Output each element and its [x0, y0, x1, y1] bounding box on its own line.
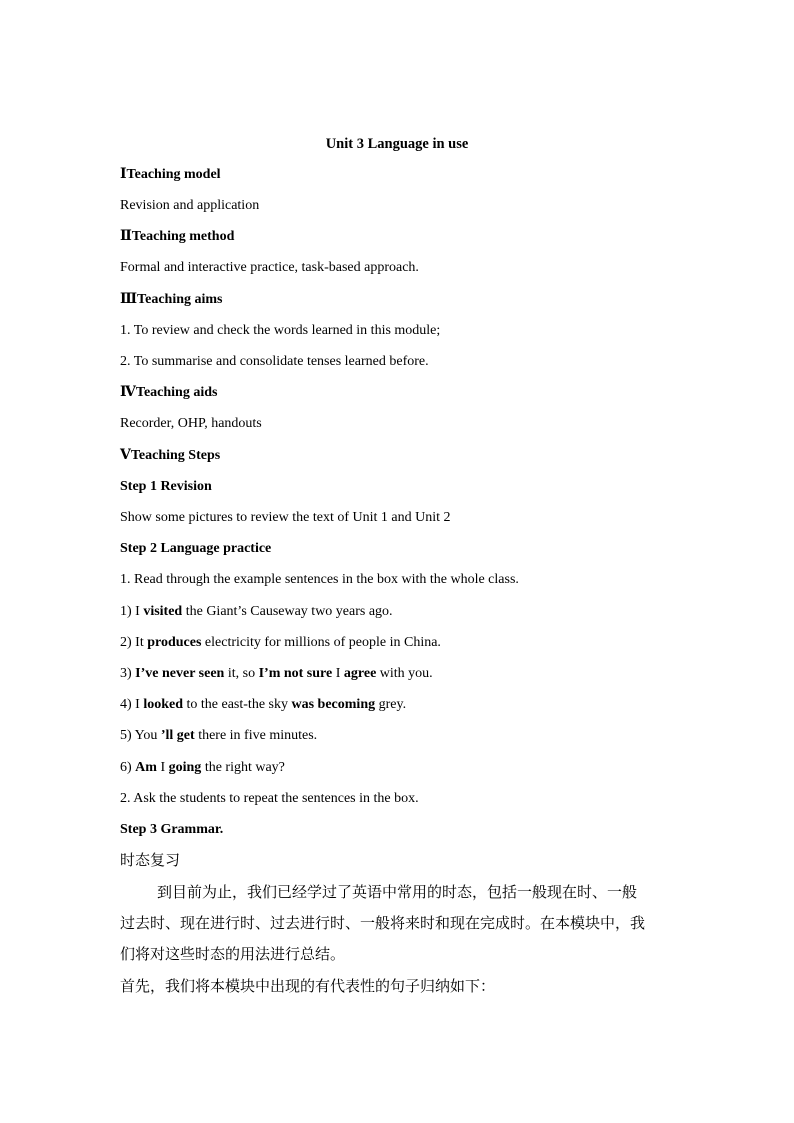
- text-aim-2: 2. To summarise and consolidate tenses learned before.: [120, 354, 429, 369]
- chinese-heading: 时态复习: [120, 851, 181, 869]
- document-title: Unit 3 Language in use: [325, 136, 469, 152]
- text-teaching-method: Formal and interactive practice, task-based approach.: [120, 260, 419, 275]
- text-step-1: Show some pictures to review the text of Unit 1 and Unit 2: [120, 510, 451, 525]
- chinese-paragraph-2: 首先，我们将本模块中出现的有代表性的句子归纳如下：: [120, 977, 496, 995]
- chinese-paragraph-1-line-1: 到目前为止，我们已经学过了英语中常用的时态，包括一般现在时、一般: [157, 883, 638, 901]
- heading-step-2: Step 2 Language practice: [120, 541, 272, 556]
- example-sentence-1: 1) I visited the Giant’s Causeway two years ago.: [120, 604, 393, 619]
- chinese-paragraph-1-line-2: 过去时、现在进行时、过去进行时、一般将来时和现在完成时。在本模块中，我: [120, 914, 646, 932]
- heading-step-3: Step 3 Grammar.: [120, 822, 224, 837]
- heading-teaching-model: ⅠTeaching model: [120, 167, 221, 182]
- chinese-paragraph-1-line-3: 们将对这些时态的用法进行总结。: [120, 945, 346, 963]
- text-aim-1: 1. To review and check the words learned in this module;: [120, 323, 441, 338]
- text-step-2-item-1: 1. Read through the example sentences in the box with the whole class.: [120, 572, 519, 587]
- text-teaching-model: Revision and application: [120, 198, 260, 213]
- text-step-2-item-2: 2. Ask the students to repeat the sentences in the box.: [120, 791, 419, 806]
- example-sentence-5: 5) You ’ll get there in five minutes.: [120, 728, 318, 743]
- heading-teaching-aids: ⅣTeaching aids: [120, 385, 218, 400]
- heading-teaching-aims: ⅢTeaching aims: [120, 292, 223, 307]
- example-sentence-2: 2) It produces electricity for millions of people in China.: [120, 635, 441, 650]
- example-sentence-6: 6) Am I going the right way?: [120, 760, 285, 775]
- heading-teaching-method: ⅡTeaching method: [120, 229, 235, 244]
- example-sentence-4: 4) I looked to the east-the sky was becoming grey.: [120, 697, 407, 712]
- example-sentence-3: 3) I’ve never seen it, so I’m not sure I agree with you.: [120, 666, 433, 681]
- heading-step-1: Step 1 Revision: [120, 479, 212, 494]
- heading-teaching-steps: ⅤTeaching Steps: [120, 448, 221, 463]
- text-teaching-aids: Recorder, OHP, handouts: [120, 416, 262, 431]
